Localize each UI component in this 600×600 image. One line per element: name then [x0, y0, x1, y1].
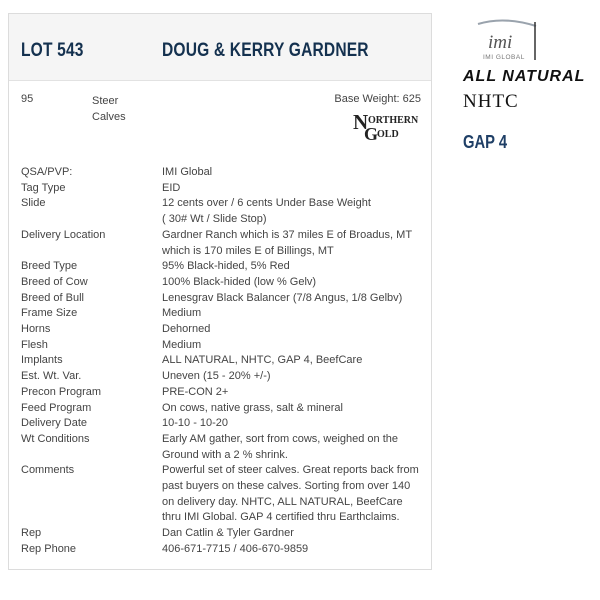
detail-value-line: Uneven (15 - 20% +/-) — [162, 370, 271, 383]
detail-label: Rep — [21, 527, 42, 540]
detail-value-line: Lenesgrav Black Balancer (7/8 Angus, 1/8 Gelbv) — [162, 291, 403, 304]
detail-row — [9, 165, 431, 181]
detail-value-line: Medium — [162, 307, 202, 320]
detail-row — [9, 369, 431, 385]
detail-value — [162, 338, 426, 354]
detail-label: Breed Type — [21, 260, 78, 273]
gap-4-label: GAP 4 — [463, 132, 508, 152]
lot-number: LOT 543 — [21, 40, 84, 61]
detail-value-line: 10-10 - 10-20 — [162, 417, 229, 430]
detail-label: Frame Size — [21, 307, 78, 320]
detail-label: Tag Type — [21, 181, 66, 194]
detail-row — [9, 306, 431, 322]
lot-details — [9, 165, 431, 558]
detail-value-line: 100% Black-hided (low % Gelv) — [162, 275, 317, 288]
detail-row — [9, 259, 431, 275]
detail-value — [162, 259, 426, 275]
detail-value-line: PRE-CON 2+ — [162, 385, 229, 398]
cattle-type — [92, 93, 152, 125]
detail-row — [9, 196, 431, 227]
lot-header — [9, 14, 431, 81]
detail-value-line: On cows, native grass, salt & mineral — [162, 401, 343, 414]
detail-label: Breed of Cow — [21, 275, 88, 288]
detail-value — [162, 275, 426, 291]
detail-label: Slide — [21, 197, 46, 210]
detail-value-line: Ground with a 2 % shrink. — [162, 448, 288, 461]
svg-text:N: N — [353, 110, 369, 134]
detail-value-line: EID — [162, 181, 181, 194]
detail-value — [162, 542, 426, 558]
cattle-type-line-1: Steer — [92, 95, 119, 107]
detail-value — [162, 401, 426, 417]
detail-label: Precon Program — [21, 385, 102, 398]
detail-value — [162, 526, 426, 542]
detail-value — [162, 463, 426, 526]
detail-row — [9, 463, 431, 526]
detail-label: Horns — [21, 323, 51, 336]
svg-text:ORTHERN: ORTHERN — [368, 115, 419, 126]
detail-value-line: ALL NATURAL, NHTC, GAP 4, BeefCare — [162, 354, 363, 367]
lot-summary — [9, 93, 431, 153]
detail-value — [162, 291, 426, 307]
cattle-type-line-2: Calves — [92, 111, 126, 123]
detail-row — [9, 181, 431, 197]
detail-label: Delivery Date — [21, 417, 88, 430]
detail-value-line: past buyers on these calves. Sorting from over 140 — [162, 480, 411, 493]
detail-value-line: Medium — [162, 338, 202, 351]
detail-row — [9, 385, 431, 401]
detail-row — [9, 401, 431, 417]
detail-value-line: thru IMI Global. GAP 4 certified thru Earthclaims. — [162, 511, 400, 524]
detail-label: Feed Program — [21, 401, 92, 414]
detail-value — [162, 432, 426, 463]
detail-row — [9, 228, 431, 259]
detail-label: Delivery Location — [21, 228, 106, 241]
detail-label: Comments — [21, 464, 75, 477]
northern-gold-logo — [353, 110, 419, 142]
detail-value — [162, 322, 426, 338]
detail-label: Implants — [21, 354, 63, 367]
nhtc-label: NHTC — [463, 91, 519, 112]
detail-value-line: Powerful set of steer calves. Great reports back from — [162, 464, 419, 477]
detail-row — [9, 542, 431, 558]
detail-row — [9, 416, 431, 432]
svg-text:G: G — [364, 124, 379, 142]
detail-label: Rep Phone — [21, 542, 77, 555]
detail-label: QSA/PVP: — [21, 166, 73, 178]
all-natural-label: ALL NATURAL — [463, 68, 586, 85]
detail-value — [162, 353, 426, 369]
detail-value — [162, 385, 426, 401]
svg-text:OLD: OLD — [377, 129, 399, 140]
head-count: 95 — [21, 93, 34, 105]
detail-row — [9, 322, 431, 338]
detail-value-line: Gardner Ranch which is 37 miles E of Broadus, MT — [162, 228, 413, 241]
detail-label: Breed of Bull — [21, 291, 84, 304]
detail-value-line: 12 cents over / 6 cents Under Base Weight — [162, 197, 371, 210]
detail-row — [9, 275, 431, 291]
detail-label: Est. Wt. Var. — [21, 370, 82, 383]
detail-row — [9, 291, 431, 307]
detail-value-line: 95% Black-hided, 5% Red — [162, 260, 290, 273]
base-weight: Base Weight: 625 — [334, 93, 421, 105]
detail-value-line: on delivery day. NHTC, ALL NATURAL, BeefCare — [162, 495, 403, 508]
detail-value — [162, 369, 426, 385]
detail-label: Wt Conditions — [21, 432, 90, 445]
detail-row — [9, 353, 431, 369]
detail-value-line: Dehorned — [162, 323, 211, 336]
detail-value — [162, 165, 426, 181]
svg-text:IMI GLOBAL: IMI GLOBAL — [483, 54, 525, 61]
detail-value — [162, 228, 426, 259]
detail-value-line: Dan Catlin & Tyler Gardner — [162, 527, 294, 540]
detail-value-line: ( 30# Wt / Slide Stop) — [162, 213, 267, 226]
detail-row — [9, 432, 431, 463]
detail-value-line: 406-671-7715 / 406-670-9859 — [162, 542, 309, 555]
detail-value — [162, 196, 426, 227]
detail-value-line: which is 170 miles E of Billings, MT — [162, 244, 334, 257]
lot-card — [8, 13, 432, 570]
detail-value — [162, 306, 426, 322]
detail-row — [9, 526, 431, 542]
detail-row — [9, 338, 431, 354]
svg-text:imi: imi — [488, 32, 513, 53]
detail-value — [162, 181, 426, 197]
detail-value-line: IMI Global — [162, 166, 213, 178]
detail-label: Flesh — [21, 338, 48, 351]
seller-name: DOUG & KERRY GARDNER — [162, 40, 369, 61]
detail-value-line: Early AM gather, sort from cows, weighed on the — [162, 432, 399, 445]
detail-value — [162, 416, 426, 432]
imi-global-logo — [464, 18, 546, 64]
